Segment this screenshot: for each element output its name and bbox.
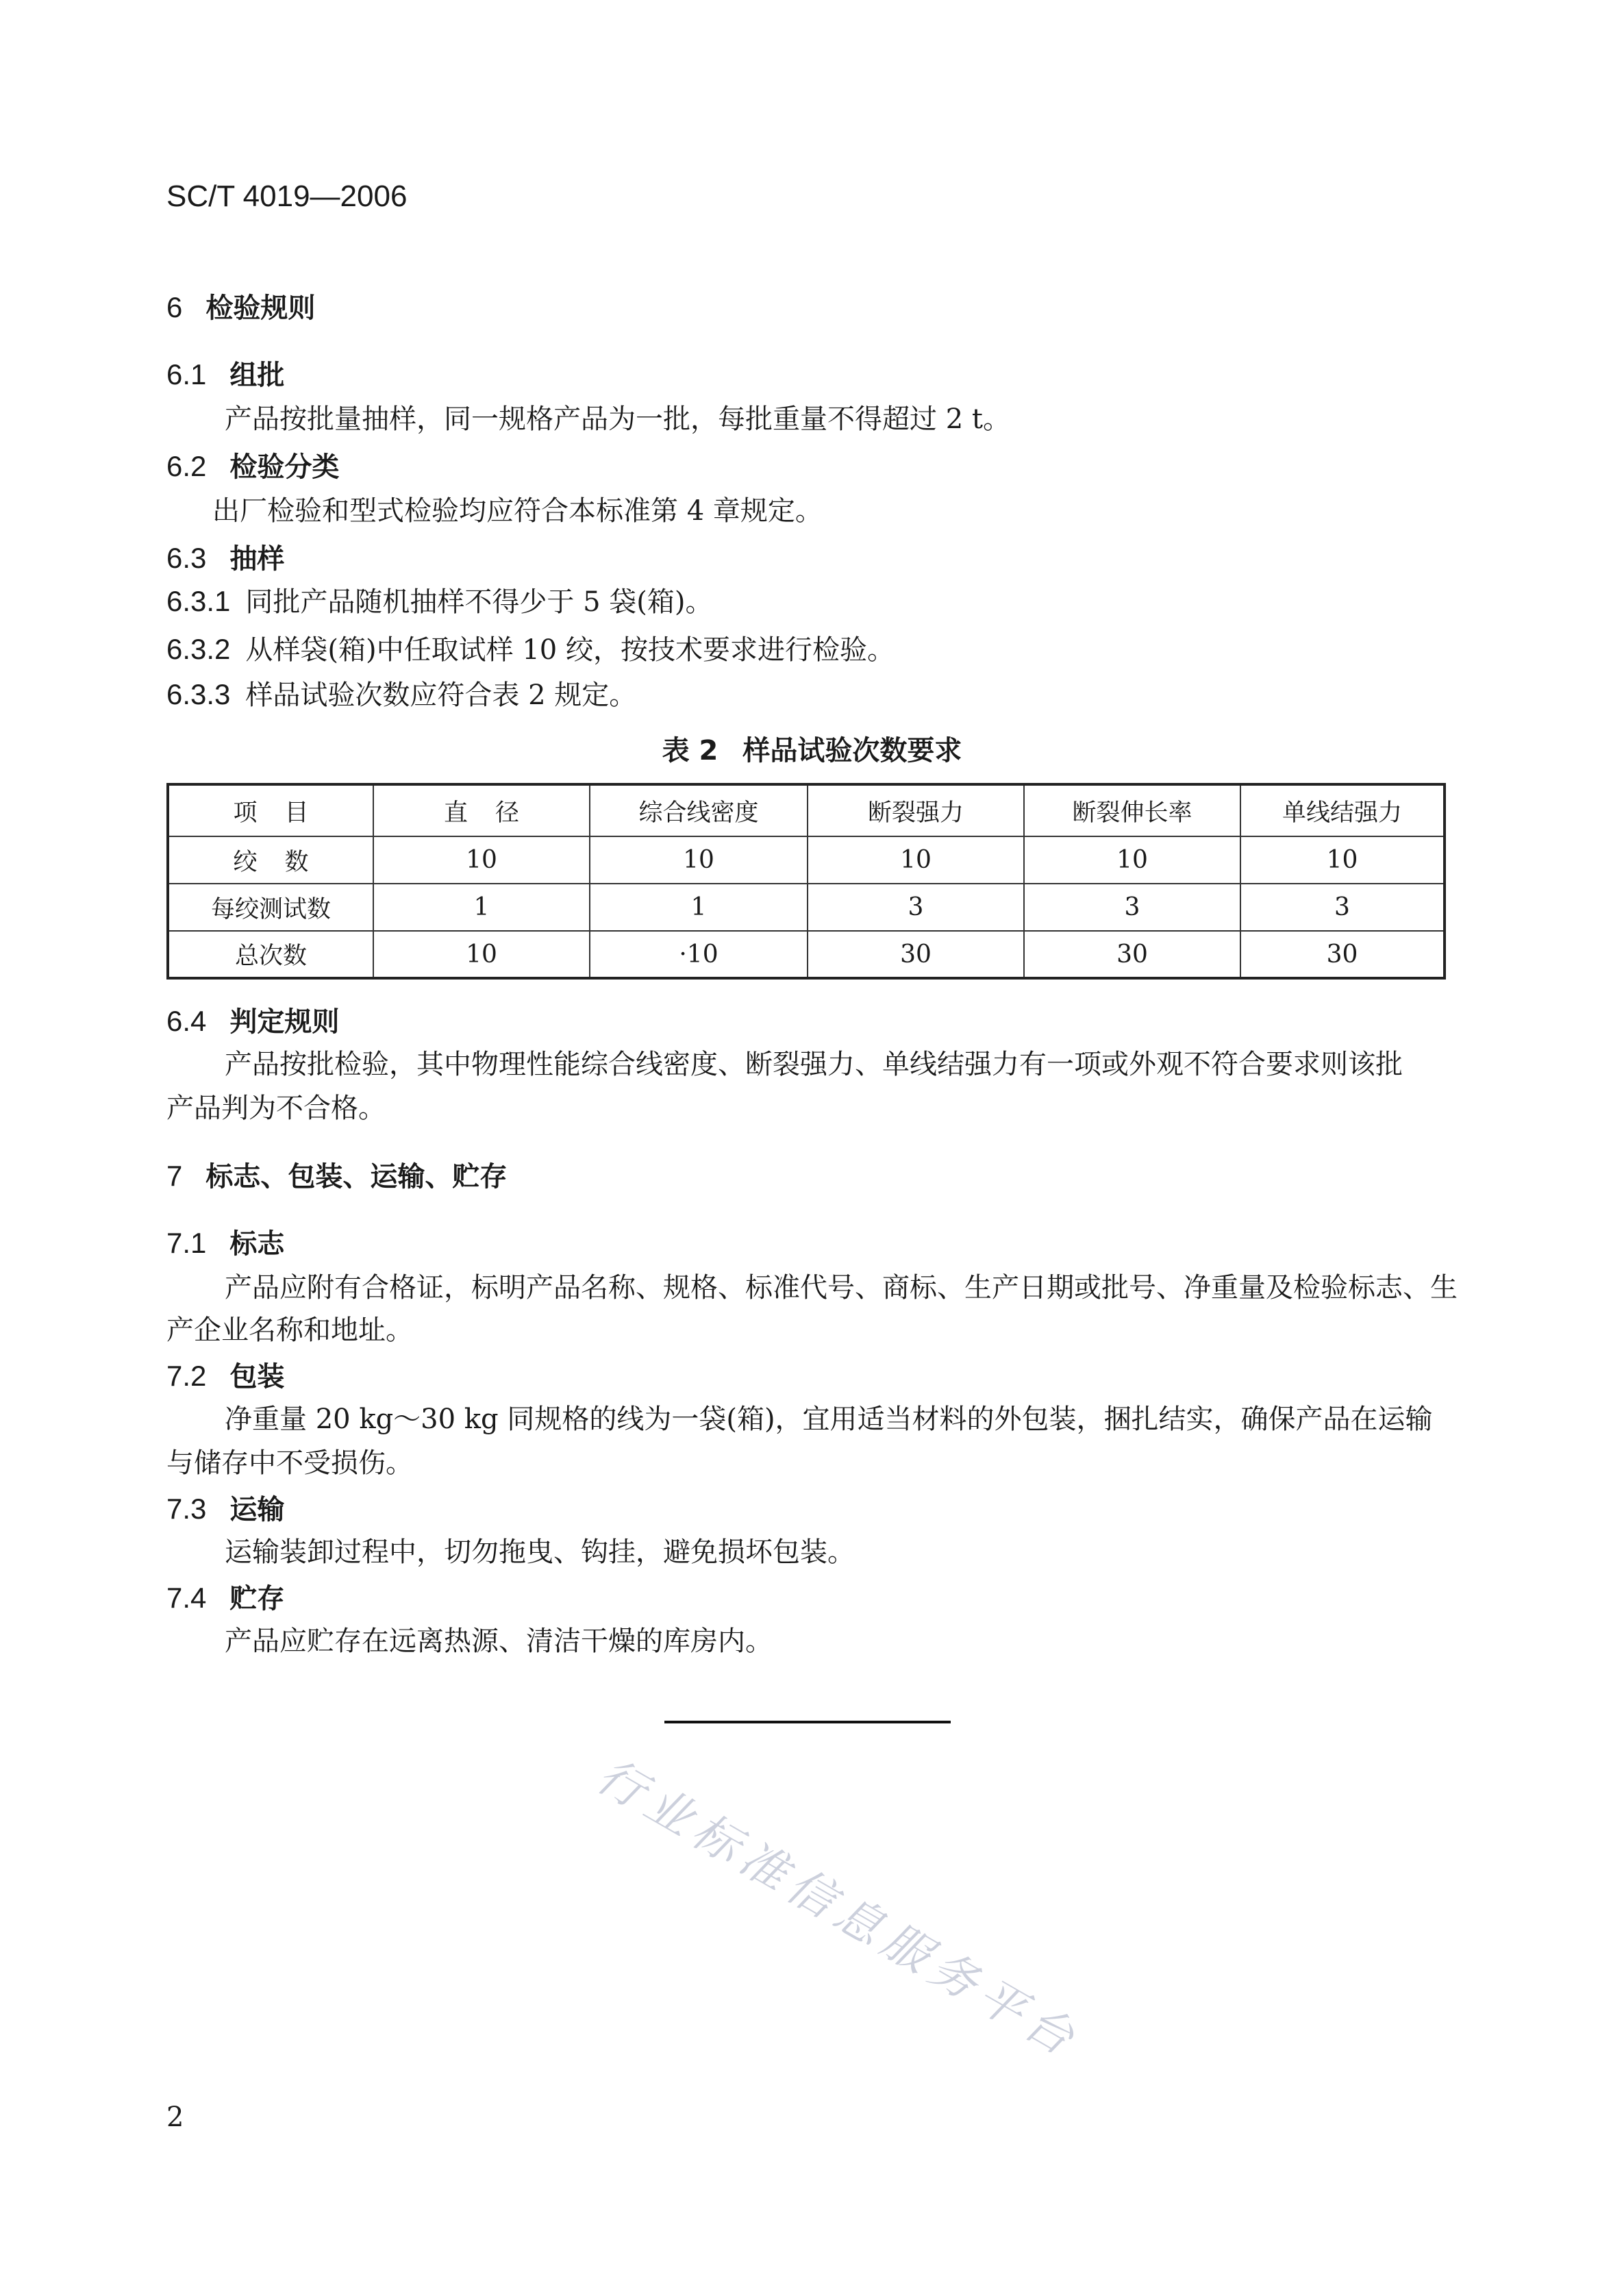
- table-cell: 10: [590, 836, 808, 884]
- header-cell: 单线结强力: [1240, 784, 1445, 836]
- table-cell: 10: [1024, 836, 1240, 884]
- section-number: 6: [166, 291, 183, 323]
- section-title: 运输: [229, 1494, 285, 1525]
- table-cell: ·10: [590, 931, 808, 978]
- table-row: [168, 931, 1445, 978]
- table-cell: 30: [808, 931, 1024, 978]
- section-number: 7: [166, 1160, 183, 1192]
- section-title: 检验规则: [205, 292, 316, 324]
- table-cell: 1: [590, 884, 808, 931]
- section-6-1-heading: [166, 353, 284, 392]
- clause-number: 6.3.2: [166, 633, 231, 665]
- header-cell: 项目: [168, 784, 373, 836]
- document-code: SC/T 4019—2006: [166, 179, 408, 213]
- section-number: 7.4: [166, 1582, 207, 1614]
- table-header-row: [168, 784, 1445, 836]
- header-cell: 断裂伸长率: [1024, 784, 1240, 836]
- section-7-2-body-line-2: 与储存中不受损伤。: [166, 1447, 413, 1479]
- header-cell: 直径: [373, 784, 590, 836]
- section-7-4-heading: [166, 1577, 284, 1616]
- table-caption-title: 样品试验次数要求: [742, 735, 962, 766]
- section-6-4-heading: [166, 1000, 339, 1039]
- section-7-3-body: 运输装卸过程中，切勿拖曳、钩挂，避免损坏包装。: [225, 1536, 855, 1568]
- table-cell: 30: [1024, 931, 1240, 978]
- section-6-heading: [166, 286, 315, 325]
- table-caption: [0, 729, 1624, 768]
- section-7-2-heading: [166, 1355, 284, 1394]
- section-title: 判定规则: [229, 1006, 340, 1038]
- table-cell: 30: [1240, 931, 1445, 978]
- section-title: 包装: [229, 1361, 285, 1393]
- section-title: 贮存: [229, 1583, 285, 1615]
- section-title: 检验分类: [229, 451, 340, 483]
- row-label: 总次数: [168, 931, 373, 978]
- section-6-2-body: 出厂检验和型式检验均应符合本标准第 4 章规定。: [212, 495, 823, 527]
- table-cell: 1: [373, 884, 590, 931]
- table-cell: 10: [1240, 836, 1445, 884]
- table-cell: 10: [808, 836, 1024, 884]
- section-title: 标志: [229, 1228, 285, 1260]
- section-number: 7.3: [166, 1493, 207, 1525]
- clause-text: 同批产品随机抽样不得少于 5 袋(箱)。: [245, 586, 713, 618]
- section-number: 7.2: [166, 1360, 207, 1392]
- row-label: 绞数: [168, 836, 373, 884]
- clause-text: 样品试验次数应符合表 2 规定。: [245, 680, 637, 711]
- table-caption-number: 表 2: [662, 735, 719, 766]
- header-cell: 综合线密度: [590, 784, 808, 836]
- section-number: 6.3: [166, 542, 207, 574]
- table-cell: 10: [373, 836, 590, 884]
- end-rule: [664, 1721, 951, 1723]
- section-6-3-3: [166, 673, 636, 717]
- clause-number: 6.3.1: [166, 585, 231, 617]
- section-7-1-body-line-2: 产企业名称和地址。: [166, 1314, 413, 1346]
- section-7-4-body: 产品应贮存在远离热源、清洁干燥的库房内。: [225, 1625, 773, 1657]
- section-7-1-heading: [166, 1222, 284, 1261]
- section-title: 组批: [229, 360, 285, 391]
- section-7-3-heading: [166, 1488, 284, 1527]
- clause-text: 从样袋(箱)中任取试样 10 绞，按技术要求进行检验。: [245, 634, 895, 666]
- section-number: 6.1: [166, 358, 207, 390]
- section-number: 6.4: [166, 1005, 207, 1037]
- header-cell: 断裂强力: [808, 784, 1024, 836]
- section-number: 6.2: [166, 450, 207, 482]
- section-7-1-body-line-1: 产品应附有合格证，标明产品名称、规格、标准代号、商标、生产日期或批号、净重量及检验标志、生: [225, 1272, 1458, 1304]
- table-cell: 3: [1240, 884, 1445, 931]
- row-label: 每绞测试数: [168, 884, 373, 931]
- section-6-4-body-line-1: 产品按批检验，其中物理性能综合线密度、断裂强力、单线结强力有一项或外观不符合要求则该批: [225, 1049, 1403, 1080]
- section-title: 抽样: [229, 543, 285, 575]
- clause-number: 6.3.3: [166, 678, 231, 710]
- table-row: [168, 836, 1445, 884]
- table-cell: 3: [808, 884, 1024, 931]
- section-number: 7.1: [166, 1227, 207, 1259]
- table-row: [168, 884, 1445, 931]
- section-6-3-heading: [166, 537, 284, 576]
- section-7-heading: [166, 1155, 507, 1194]
- section-6-4-body-line-2: 产品判为不合格。: [166, 1093, 386, 1124]
- page-number: 2: [166, 2102, 184, 2133]
- section-6-2-heading: [166, 445, 339, 484]
- section-6-3-2: [166, 627, 895, 672]
- section-title: 标志、包装、运输、贮存: [205, 1161, 508, 1193]
- section-6-1-body: 产品按批量抽样，同一规格产品为一批，每批重量不得超过 2 t。: [225, 403, 1010, 435]
- section-6-3-1: [166, 579, 713, 624]
- watermark: 行业标准信息服务平台: [588, 1748, 1090, 2070]
- sample-test-table: [166, 783, 1446, 980]
- section-7-2-body-line-1: 净重量 20 kg～30 kg 同规格的线为一袋(箱)，宜用适当材料的外包装，捆扎结实，确保产品在运输: [225, 1404, 1433, 1435]
- table-cell: 10: [373, 931, 590, 978]
- table-cell: 3: [1024, 884, 1240, 931]
